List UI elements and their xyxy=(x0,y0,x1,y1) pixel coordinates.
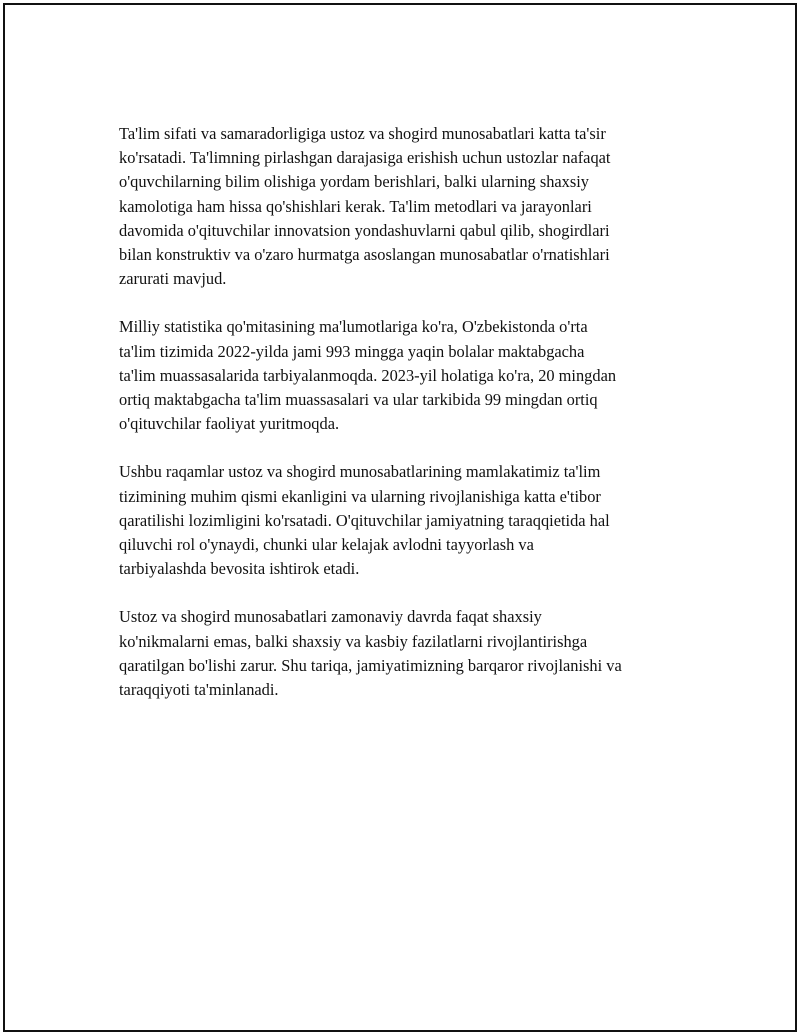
document-page xyxy=(3,3,797,1032)
document-body xyxy=(119,122,691,726)
paragraph-conclusion: Ustoz va shogird munosabatlari zamonaviy davrda faqat shaxsiy ko'nikmalarni emas, balki shaxsiy va kasbiy fazilatlarni rivojlantirishga qaratilgan bo'lishi zarur. Shu tariqa, jamiyatimizning barqaror rivojlanishi va taraqqiyoti ta'minlanadi. xyxy=(119,607,622,700)
paragraph-statistics: Milliy statistika qo'mitasining ma'lumotlariga ko'ra, O'zbekistonda o'rta ta'lim tizimida 2022-yilda jami 993 mingga yaqin bolalar maktabgacha ta'lim muassasalarida tarbiyalanmoqda. 2023-yil holatiga ko'ra, 20 mingdan ortiq maktabgacha ta'lim muassasalari va ular tarkibida 99 mingdan ortiq o'qituvchilar faoliyat yuritmoqda. xyxy=(119,317,617,434)
paragraph-importance: Ushbu raqamlar ustoz va shogird munosabatlarining mamlakatimiz ta'lim tizimining muhim qismi ekanligini va ularning rivojlanishiga katta e'tibor qaratilishi lozimligini ko'rsatadi. O'qituvchilar jamiyatning taraqqietida hal qiluvchi rol o'ynaydi, chunki ular kelajak avlodni tayyorlash va tarbiyalashda bevosita ishtirok etadi. xyxy=(119,462,610,579)
paragraph-teacher-student-relations: Ta'lim sifati va samaradorligiga ustoz va shogird munosabatlari katta ta'sir ko'rsatadi. Ta'limning pirlashgan darajasiga erishish uchun ustozlar nafaqat o'quvchilarning bilim olishiga yordam berishlari, balki ularning shaxsiy kamolotiga ham hissa qo'shishlari kerak. Ta'lim metodlari va jarayonlari davomida o'qituvchilar innovatsion yondashuvlarni qabul qilib, shogirdlari bilan konstruktiv va o'zaro hurmatga asoslangan munosabatlar o'rnatishlari zarurati mavjud. xyxy=(119,124,611,289)
